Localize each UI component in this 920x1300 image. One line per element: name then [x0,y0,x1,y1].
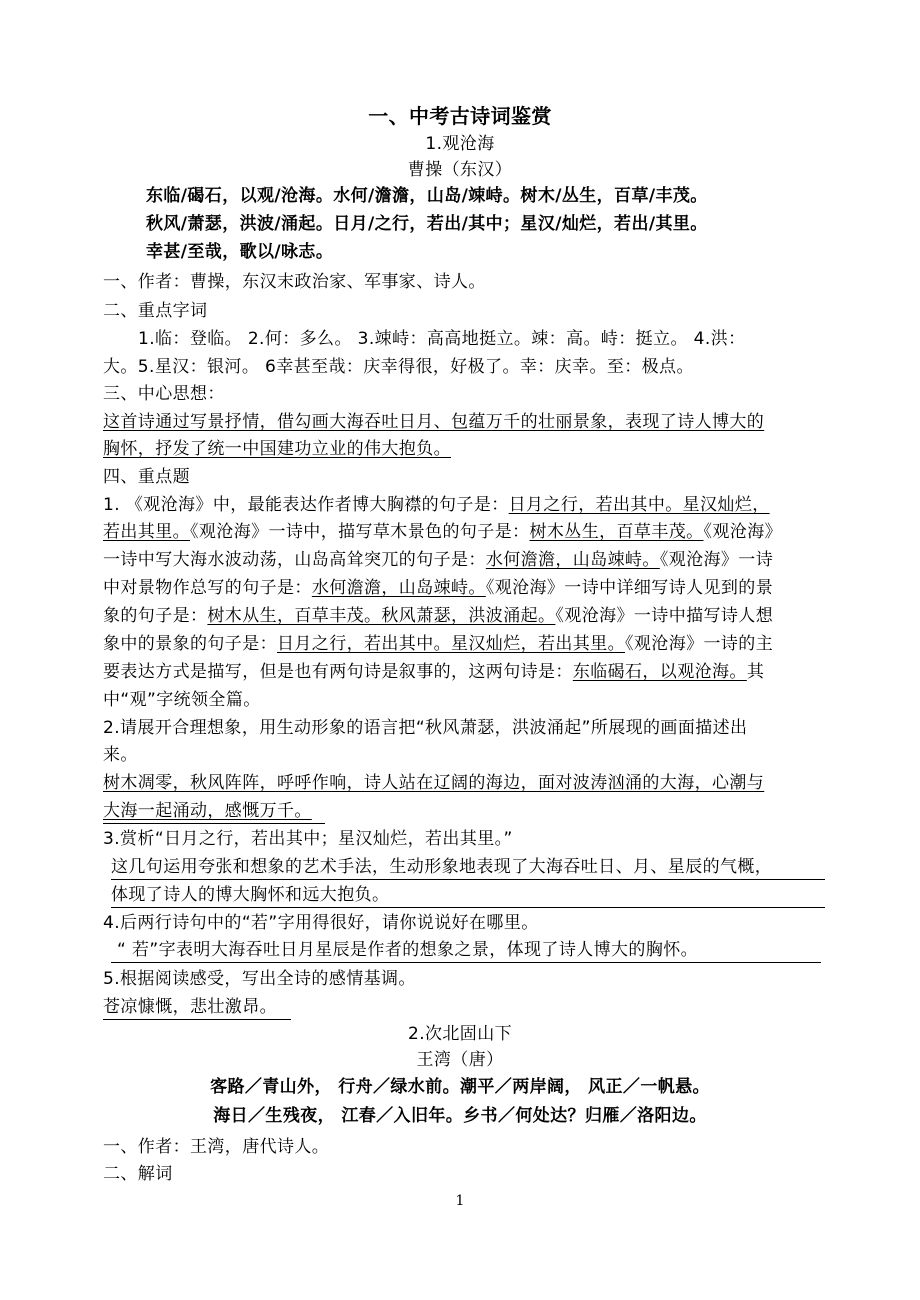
poem2-author-section: 一、作者：王湾，唐代诗人。 [103,1137,330,1157]
q3-line: 3.赏析“日月之行，若出其中；星汉灿烂，若出其里。” [103,829,513,849]
poem2-line-1: 客路／青山外， 行舟／绿水前。潮平／两岸阔， 风正／一帆悬。 [210,1077,710,1097]
poem1-theme-line-2: 胸怀，抒发了统一中国建功立业的伟大抱负。 [103,439,451,459]
q5-answer-line: 苍凉慷慨，悲壮激昂。 [103,997,277,1017]
q1-line-8: 中“观”字统领全篇。 [103,690,261,710]
q2-answer-line-1: 树木凋零，秋风阵阵，呼呼作响，诗人站在辽阔的海边，面对波涛汹涌的大海，心潮与 [103,773,765,793]
q4-answer-line: “ 若”字表明大海吞吐日月星辰是作者的想象之景，体现了诗人博大的胸怀。 [117,940,699,960]
poem1-line-2: 秋风/萧瑟，洪波/涌起。日月/之行，若出/其中；星汉/灿烂，若出/其里。 [146,214,708,234]
q1-answer: 水何澹澹，山岛竦峙。 [485,550,660,570]
poem1-vocab-heading: 二、重点字词 [103,301,208,321]
page-number: 1 [455,1193,465,1209]
q2-line-1: 2.请展开合理想象，用生动形象的语言把“秋风萧瑟，洪波涌起”所展现的画面描述出 [103,718,748,738]
q1-answer: 东临碣石，以观沧海。 [572,662,747,682]
poem1-heading: 1.观沧海 [425,134,495,154]
q1-line-7 [103,660,823,684]
poem2-author: 王湾（唐） [416,1050,504,1070]
q1-answer: 若出其里。 [103,522,190,542]
q1-text: 《观沧海》一诗中描写诗人想 [555,606,774,626]
poem1-author: 曹操（东汉） [407,160,513,180]
q3-answer-line-1: 这几句运用夸张和想象的艺术手法，生动形象地表现了大海吞吐日、月、星辰的气概， [111,857,773,877]
q1-answer: 树木从生，百草丰茂。秋风萧瑟，洪波涌起。 [207,606,556,626]
q1-line-3 [103,548,823,572]
q4-line: 4.后两行诗句中的“若”字用得很好，请你说说好在哪里。 [103,913,539,933]
poem1-line-3: 幸甚/至哉，歌以/咏志。 [146,242,334,262]
q3-answer-rule-2 [111,907,825,908]
poem2-vocab-heading: 二、解词 [103,1164,173,1184]
poem1-author-section: 一、作者：曹操，东汉末政治家、军事家、诗人。 [103,272,486,292]
q1-answer: 日月之行，若出其中。星汉灿烂，若出其里。 [277,634,625,654]
q1-text: 1. 《观沧海》中，最能表达作者博大胸襟的句子是： [103,495,509,515]
q1-answer: 水何澹澹，山岛竦峙。 [311,578,486,598]
q1-text: 《观沧海》一诗的主 [625,634,774,654]
poem1-vocab-line-2: 大。5.星汉：银河。 6幸甚至哉：庆幸得很，好极了。幸：庆幸。至：极点。 [103,357,694,377]
q2-line-2: 来。 [103,745,138,765]
q1-text: 象中的景象的句子是： [103,634,277,654]
q5-line: 5.根据阅读感受，写出全诗的感情基调。 [103,969,416,989]
q1-answer: 树木丛生，百草丰茂。 [529,522,704,542]
q1-line-1 [103,493,823,517]
q1-text: 《观沧海》 [703,522,782,542]
q1-line-6 [103,632,823,656]
q1-text: 要表达方式是描写，但是也有两句诗是叙事的，这两句诗是： [103,662,573,682]
poem1-line-1: 东临/碣石，以观/沧海。水何/澹澹，山岛/竦峙。树木/丛生，百草/丰茂。 [146,186,708,206]
poem2-line-2: 海日／生残夜， 江春／入旧年。乡书／何处达？归雁／洛阳边。 [213,1106,707,1126]
q1-line-4 [103,576,823,600]
q2-answer-line-2 [103,799,823,823]
poem1-vocab-line-1: 1.临：登临。 2.何：多么。 3.竦峙：高高地挺立。竦：高。峙：挺立。 4.洪： [138,329,746,349]
page-title: 一、中考古诗词鉴赏 [368,104,552,128]
q1-text: 《观沧海》一诗中详细写诗人见到的景 [485,578,774,598]
poem2-heading: 2.次北固山下 [407,1024,513,1044]
q1-text: 中对景物作总写的句子是： [103,578,312,598]
q5-answer-rule [103,1019,291,1020]
q2-answer-text: 大海一起涌动，感慨万千。 [103,801,312,821]
q1-line-5 [103,604,823,628]
q1-answer: 日月之行，若出其中。星汉灿烂， [508,495,770,515]
q1-text: 《观沧海》一诗中，描写草木景色的句子是： [190,522,530,542]
q3-answer-rule-1 [111,879,825,880]
q1-text: 《观沧海》一诗 [659,550,774,570]
q3-answer-line-2: 体现了诗人的博大胸怀和远大抱负。 [111,885,390,905]
q2-answer-rule [103,823,325,824]
q1-text: 象的句子是： [103,606,208,626]
poem1-theme-heading: 三、中心思想： [103,384,225,404]
poem1-questions-heading: 四、重点题 [103,467,190,487]
poem1-theme-line-1: 这首诗通过写景抒情，借勾画大海吞吐日月、包蕴万千的壮丽景象，表现了诗人博大的 [103,412,765,432]
q1-line-2 [103,520,823,544]
q1-text: 一诗中写大海水波动荡，山岛高耸突兀的句子是： [103,550,486,570]
q4-answer-rule [111,962,821,963]
q1-text: 其 [746,662,765,682]
